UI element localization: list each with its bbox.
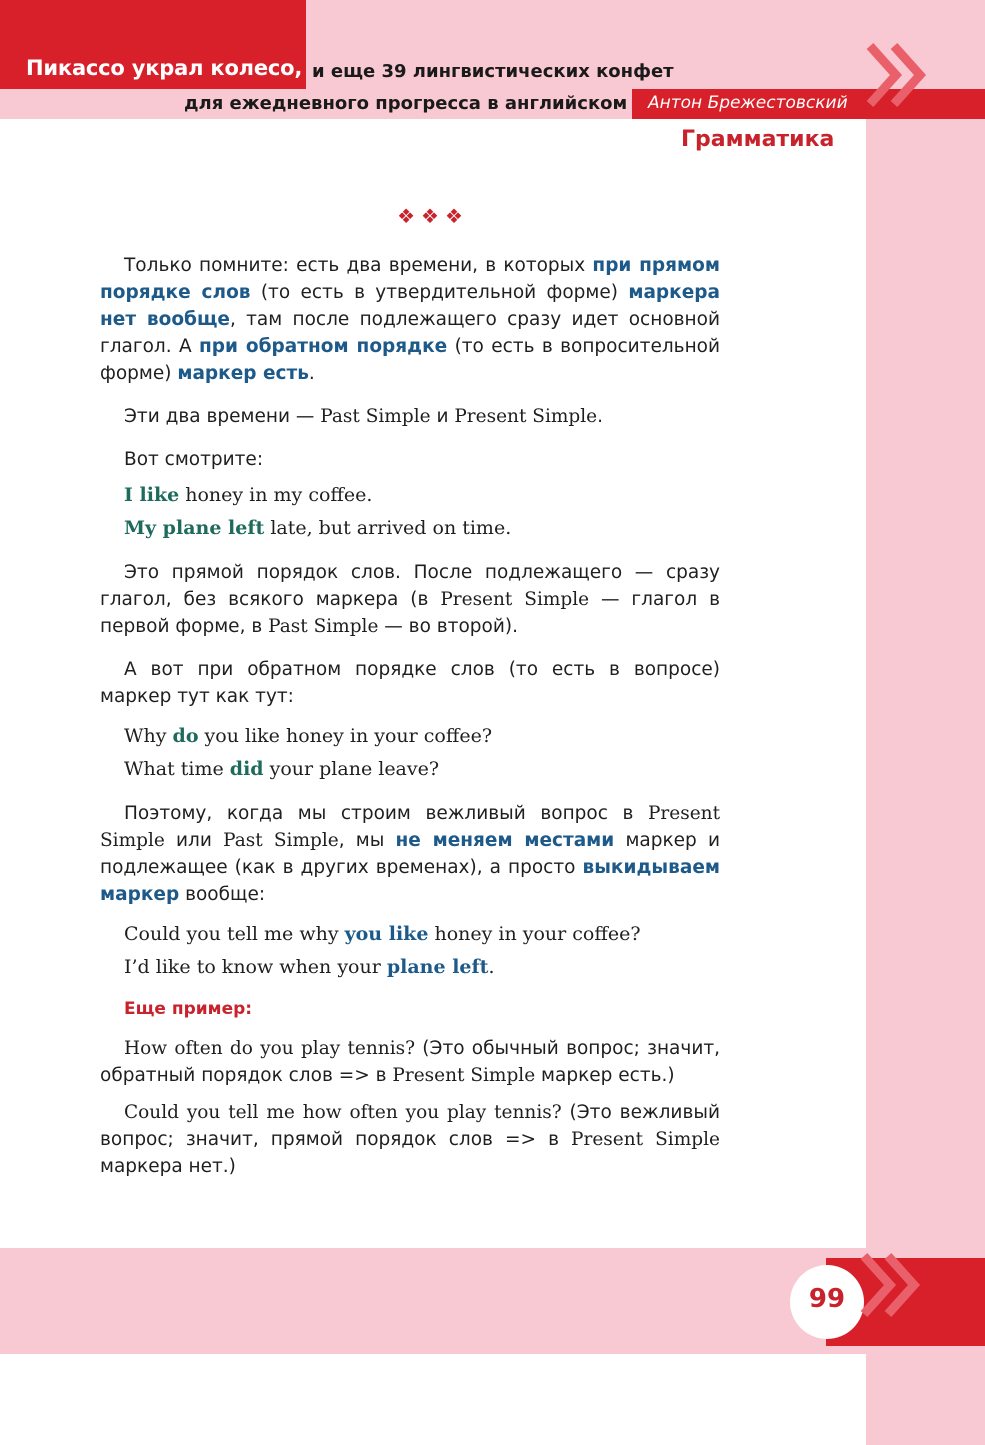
book-subtitle-line2: для ежедневного прогресса в английском [184, 93, 628, 114]
example-2: My plane left late, but arrived on time. [124, 517, 512, 539]
highlight: при обратном порядке [199, 336, 448, 357]
example-label: Еще пример: [124, 999, 253, 1019]
author-name: Антон Брежестовский [648, 93, 848, 113]
example-6: I’d like to know when your plane left. [124, 956, 495, 978]
example-4: What time did your plane leave? [124, 758, 440, 780]
paragraph-2: Эти два времени — Past Simple и Present Simple. [124, 406, 604, 427]
paragraph-4: Это прямой порядок слов. После подлежащего — сразу глагол, без всякого маркера (в Present Simple — глагол в первой форме, в Past Simple — во второй). [100, 562, 720, 637]
example-5: Could you tell me why you like honey in your coffee? [124, 923, 641, 945]
example-1: I like honey in my coffee. [124, 484, 373, 506]
highlight: маркер есть [177, 363, 309, 384]
book-subtitle-line1: и еще 39 лингвистических конфет [312, 61, 674, 82]
paragraph-6: Поэтому, когда мы строим вежливый вопрос в Present Simple или Past Simple, мы не меняем местами маркер и подлежащее (как в других временах), а просто выкидываем маркер вообще: [100, 803, 720, 905]
section-title: Грамматика [681, 127, 835, 152]
highlight: при прямом порядке слов [100, 255, 720, 303]
highlight: не меняем местами [395, 830, 615, 851]
page-content [100, 252, 720, 1196]
highlight: маркера нет вообще [100, 282, 721, 330]
footer-band [0, 1248, 866, 1354]
book-title: Пикассо украл колесо, [26, 56, 303, 80]
ornament-divider: ❖❖❖ [397, 204, 469, 228]
double-chevron-right-icon [856, 1250, 926, 1320]
page-number: 99 [808, 1284, 846, 1314]
paragraph-1: Только помните: есть два времени, в которых при прямом порядке слов (то есть в утвердительной форме) маркера нет вообще, там после подлежащего сразу идет основной глагол. А при обратном порядке (то есть в вопросительной форме) маркер есть. [100, 255, 721, 384]
highlight: выкидываем маркер [100, 857, 720, 905]
right-margin-strip [866, 119, 985, 1445]
paragraph-3: Вот смотрите: [124, 449, 264, 470]
paragraph-8: Could you tell me how often you play tennis? (Это вежливый вопрос; значит, прямой порядок слов => в Present Simple маркера нет.) [100, 1102, 720, 1177]
paragraph-5: А вот при обратном порядке слов (то есть в вопросе) маркер тут как тут: [100, 659, 720, 707]
double-chevron-right-icon [862, 40, 932, 110]
paragraph-7: How often do you play tennis? (Это обычный вопрос; значит, обратный порядок слов => в Present Simple маркер есть.) [100, 1038, 721, 1086]
example-3: Why do you like honey in your coffee? [124, 725, 493, 747]
